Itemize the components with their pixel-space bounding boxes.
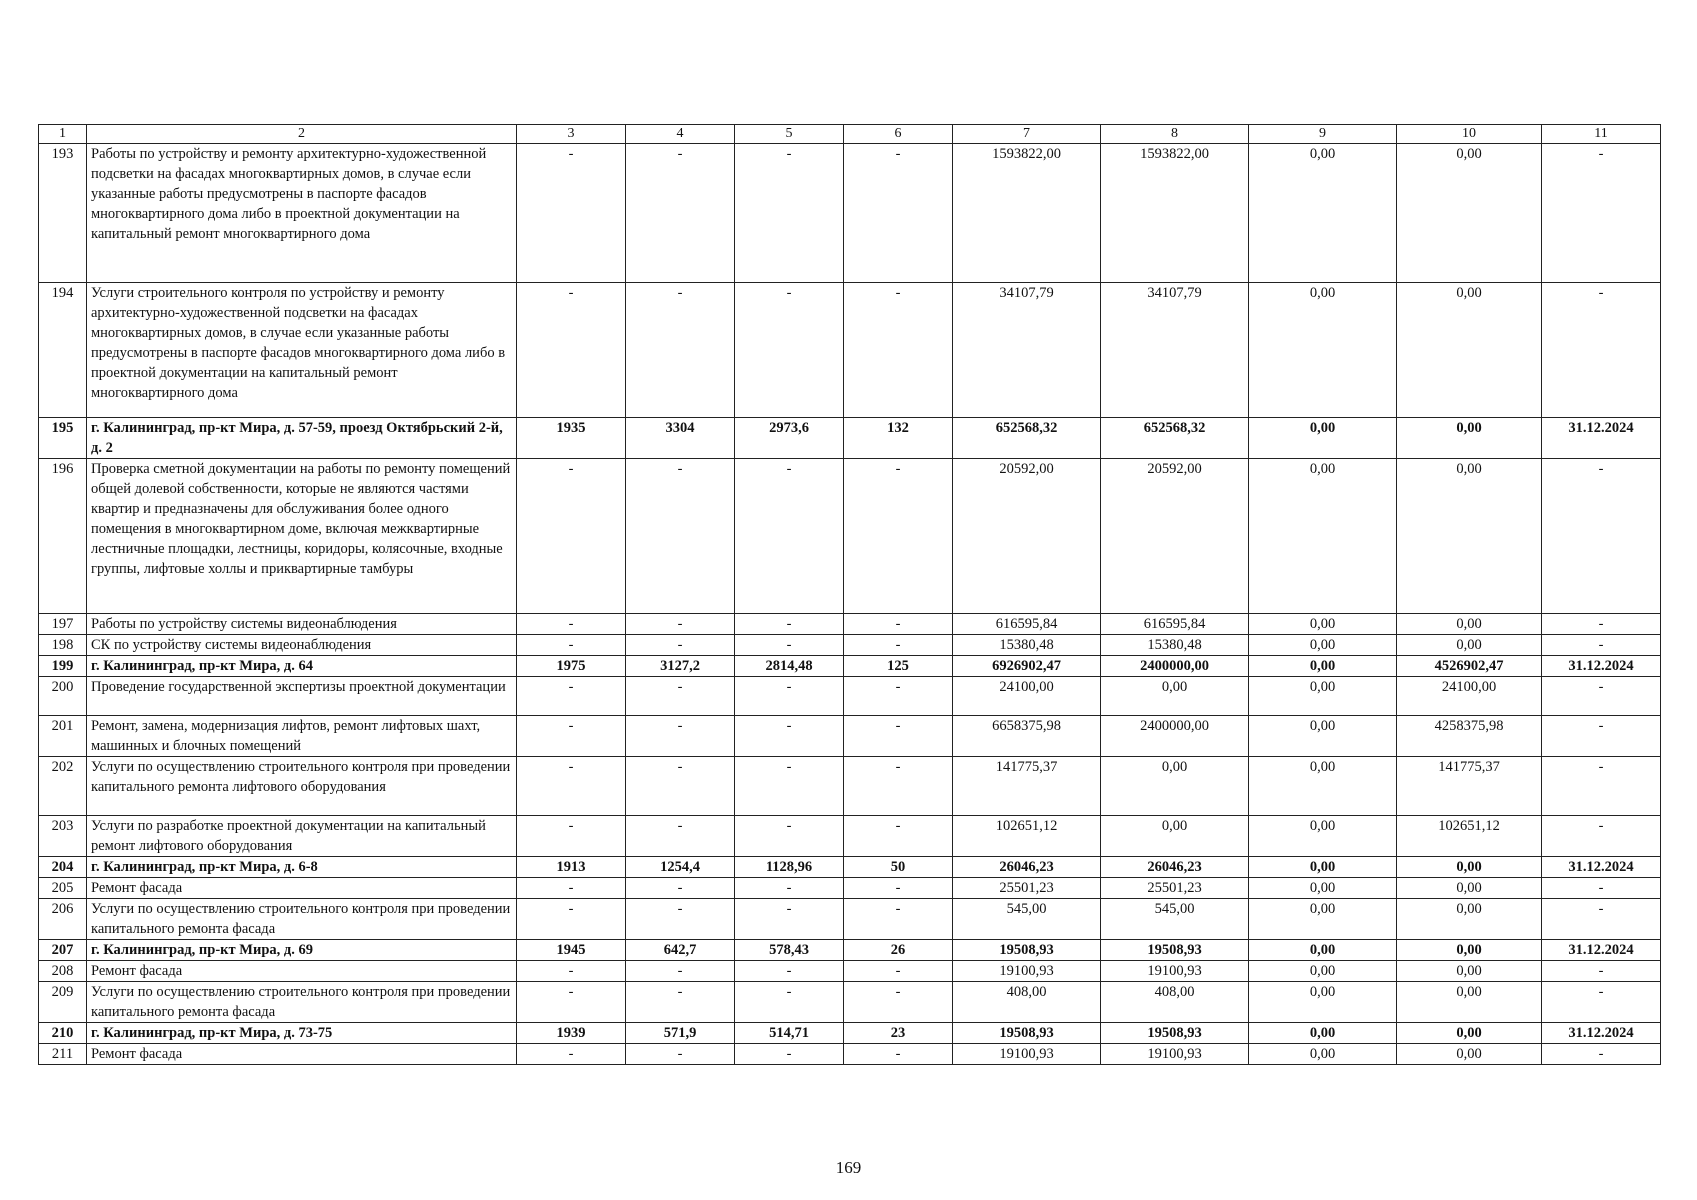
work-row (39, 878, 1661, 899)
work-row (39, 757, 1661, 816)
work-row (39, 961, 1661, 982)
fund-cost-cell: 0,00 (1101, 816, 1249, 857)
item-name: Услуги по осуществлению строительного контроля при проведении капитального ремонта фасада (87, 982, 517, 1023)
residents-cell: 26 (844, 940, 953, 961)
deadline-cell: 31.12.2024 (1542, 1023, 1661, 1044)
deadline-cell: - (1542, 757, 1661, 816)
item-name: г. Калининград, пр-кт Мира, д. 64 (87, 656, 517, 677)
deadline-cell: - (1542, 144, 1661, 283)
budget-cost-cell: 0,00 (1249, 144, 1397, 283)
fund-cost-cell: 408,00 (1101, 982, 1249, 1023)
budget-cost-cell: 0,00 (1249, 283, 1397, 418)
residents-cell: - (844, 283, 953, 418)
deadline-cell: - (1542, 816, 1661, 857)
item-name: Услуги по разработке проектной документации на капитальный ремонт лифтового оборудования (87, 816, 517, 857)
total-cost-cell: 408,00 (953, 982, 1101, 1023)
build-year-cell: 1935 (517, 418, 626, 459)
deadline-cell: 31.12.2024 (1542, 940, 1661, 961)
build-year-cell: - (517, 961, 626, 982)
row-number: 210 (39, 1023, 87, 1044)
total-cost-cell: 545,00 (953, 899, 1101, 940)
row-number: 200 (39, 677, 87, 716)
residents-cell: - (844, 614, 953, 635)
total-area-cell: - (626, 982, 735, 1023)
total-area-cell: 3127,2 (626, 656, 735, 677)
item-name: Работы по устройству и ремонту архитектурно-художественной подсветки на фасадах многоквартирных домов, в случае если указанные работы предусмотрены в паспорте фасадов многоквартирного дома либо в проектной документации на капитальный ремонт многоквартирного дома (87, 144, 517, 283)
item-name: Ремонт фасада (87, 961, 517, 982)
build-year-cell: - (517, 635, 626, 656)
budget-cost-cell: 0,00 (1249, 635, 1397, 656)
total-area-cell: - (626, 1044, 735, 1065)
fund-cost-cell: 20592,00 (1101, 459, 1249, 614)
row-number: 208 (39, 961, 87, 982)
total-cost-cell: 141775,37 (953, 757, 1101, 816)
column-header: 9 (1249, 125, 1397, 144)
fund-cost-cell: 0,00 (1101, 677, 1249, 716)
owners-cost-cell: 0,00 (1397, 1044, 1542, 1065)
residents-cell: - (844, 635, 953, 656)
fund-cost-cell: 652568,32 (1101, 418, 1249, 459)
owners-cost-cell: 0,00 (1397, 418, 1542, 459)
total-cost-cell: 6658375,98 (953, 716, 1101, 757)
total-area-cell: - (626, 283, 735, 418)
item-name: Услуги по осуществлению строительного контроля при проведении капитального ремонта фасада (87, 899, 517, 940)
residents-cell: 125 (844, 656, 953, 677)
total-area-cell: - (626, 961, 735, 982)
address-row (39, 857, 1661, 878)
deadline-cell: - (1542, 677, 1661, 716)
living-area-cell: - (735, 716, 844, 757)
total-area-cell: - (626, 144, 735, 283)
row-number: 202 (39, 757, 87, 816)
budget-cost-cell: 0,00 (1249, 857, 1397, 878)
fund-cost-cell: 25501,23 (1101, 878, 1249, 899)
build-year-cell: - (517, 459, 626, 614)
build-year-cell: - (517, 677, 626, 716)
deadline-cell: - (1542, 1044, 1661, 1065)
fund-cost-cell: 19100,93 (1101, 1044, 1249, 1065)
owners-cost-cell: 0,00 (1397, 283, 1542, 418)
total-cost-cell: 26046,23 (953, 857, 1101, 878)
living-area-cell: - (735, 1044, 844, 1065)
owners-cost-cell: 102651,12 (1397, 816, 1542, 857)
living-area-cell: - (735, 899, 844, 940)
column-header: 2 (87, 125, 517, 144)
column-header: 8 (1101, 125, 1249, 144)
item-name: Проверка сметной документации на работы по ремонту помещений общей долевой собственности, которые не являются частями квартир и предназначены для обслуживания более одного помещения в многоквартирном доме, включая межквартирные лестничные площадки, лестницы, коридоры, колясочные, входные группы, лифтовые холлы и приквартирные тамбуры (87, 459, 517, 614)
total-area-cell: - (626, 816, 735, 857)
deadline-cell: - (1542, 982, 1661, 1023)
work-row (39, 635, 1661, 656)
living-area-cell: - (735, 283, 844, 418)
deadline-cell: 31.12.2024 (1542, 857, 1661, 878)
deadline-cell: - (1542, 716, 1661, 757)
owners-cost-cell: 0,00 (1397, 940, 1542, 961)
fund-cost-cell: 2400000,00 (1101, 716, 1249, 757)
total-area-cell: - (626, 677, 735, 716)
fund-cost-cell: 2400000,00 (1101, 656, 1249, 677)
table-body (39, 144, 1661, 1065)
owners-cost-cell: 4258375,98 (1397, 716, 1542, 757)
residents-cell: - (844, 961, 953, 982)
residents-cell: - (844, 982, 953, 1023)
address-row (39, 940, 1661, 961)
row-number: 195 (39, 418, 87, 459)
owners-cost-cell: 0,00 (1397, 144, 1542, 283)
total-cost-cell: 24100,00 (953, 677, 1101, 716)
total-cost-cell: 19100,93 (953, 1044, 1101, 1065)
deadline-cell: - (1542, 614, 1661, 635)
total-area-cell: - (626, 614, 735, 635)
living-area-cell: - (735, 982, 844, 1023)
work-row (39, 816, 1661, 857)
item-name: Услуги строительного контроля по устройству и ремонту архитектурно-художественной подсветки на фасадах многоквартирных домов, в случае если указанные работы предусмотрены в паспорте фасадов многоквартирного дома либо в проектной документации на капитальный ремонт многоквартирного дома (87, 283, 517, 418)
column-header: 6 (844, 125, 953, 144)
living-area-cell: - (735, 635, 844, 656)
total-area-cell: - (626, 878, 735, 899)
row-number: 209 (39, 982, 87, 1023)
item-name: Работы по устройству системы видеонаблюдения (87, 614, 517, 635)
build-year-cell: - (517, 1044, 626, 1065)
total-cost-cell: 20592,00 (953, 459, 1101, 614)
residents-cell: - (844, 816, 953, 857)
deadline-cell: - (1542, 459, 1661, 614)
total-cost-cell: 616595,84 (953, 614, 1101, 635)
residents-cell: 132 (844, 418, 953, 459)
item-name: Ремонт фасада (87, 1044, 517, 1065)
build-year-cell: - (517, 757, 626, 816)
fund-cost-cell: 34107,79 (1101, 283, 1249, 418)
fund-cost-cell: 19508,93 (1101, 940, 1249, 961)
column-header: 4 (626, 125, 735, 144)
residents-cell: 23 (844, 1023, 953, 1044)
work-row (39, 899, 1661, 940)
build-year-cell: - (517, 816, 626, 857)
fund-cost-cell: 19100,93 (1101, 961, 1249, 982)
living-area-cell: - (735, 757, 844, 816)
build-year-cell: - (517, 878, 626, 899)
build-year-cell: - (517, 899, 626, 940)
fund-cost-cell: 15380,48 (1101, 635, 1249, 656)
owners-cost-cell: 0,00 (1397, 982, 1542, 1023)
column-header: 3 (517, 125, 626, 144)
total-area-cell: 642,7 (626, 940, 735, 961)
deadline-cell: - (1542, 635, 1661, 656)
fund-cost-cell: 1593822,00 (1101, 144, 1249, 283)
column-header: 5 (735, 125, 844, 144)
document-sheet (38, 124, 1660, 1065)
owners-cost-cell: 24100,00 (1397, 677, 1542, 716)
address-row (39, 656, 1661, 677)
owners-cost-cell: 0,00 (1397, 614, 1542, 635)
item-name: Ремонт, замена, модернизация лифтов, ремонт лифтовых шахт, машинных и блочных помещений (87, 716, 517, 757)
living-area-cell: - (735, 878, 844, 899)
column-header: 10 (1397, 125, 1542, 144)
build-year-cell: - (517, 144, 626, 283)
build-year-cell: 1975 (517, 656, 626, 677)
budget-cost-cell: 0,00 (1249, 940, 1397, 961)
fund-cost-cell: 0,00 (1101, 757, 1249, 816)
owners-cost-cell: 4526902,47 (1397, 656, 1542, 677)
living-area-cell: - (735, 459, 844, 614)
item-name: СК по устройству системы видеонаблюдения (87, 635, 517, 656)
total-area-cell: - (626, 899, 735, 940)
row-number: 205 (39, 878, 87, 899)
owners-cost-cell: 0,00 (1397, 1023, 1542, 1044)
residents-cell: - (844, 459, 953, 614)
living-area-cell: - (735, 961, 844, 982)
residents-cell: - (844, 757, 953, 816)
work-row (39, 459, 1661, 614)
build-year-cell: - (517, 283, 626, 418)
total-area-cell: - (626, 757, 735, 816)
fund-cost-cell: 19508,93 (1101, 1023, 1249, 1044)
fund-cost-cell: 26046,23 (1101, 857, 1249, 878)
deadline-cell: 31.12.2024 (1542, 656, 1661, 677)
residents-cell: - (844, 899, 953, 940)
fund-cost-cell: 545,00 (1101, 899, 1249, 940)
build-year-cell: 1939 (517, 1023, 626, 1044)
item-name: Проведение государственной экспертизы проектной документации (87, 677, 517, 716)
total-cost-cell: 19508,93 (953, 940, 1101, 961)
budget-cost-cell: 0,00 (1249, 459, 1397, 614)
living-area-cell: 514,71 (735, 1023, 844, 1044)
build-year-cell: 1945 (517, 940, 626, 961)
column-header: 1 (39, 125, 87, 144)
row-number: 199 (39, 656, 87, 677)
residents-cell: - (844, 716, 953, 757)
deadline-cell: - (1542, 878, 1661, 899)
living-area-cell: 1128,96 (735, 857, 844, 878)
total-cost-cell: 25501,23 (953, 878, 1101, 899)
residents-cell: 50 (844, 857, 953, 878)
row-number: 198 (39, 635, 87, 656)
owners-cost-cell: 0,00 (1397, 635, 1542, 656)
work-row (39, 1044, 1661, 1065)
living-area-cell: - (735, 816, 844, 857)
fund-cost-cell: 616595,84 (1101, 614, 1249, 635)
residents-cell: - (844, 144, 953, 283)
budget-cost-cell: 0,00 (1249, 418, 1397, 459)
item-name: г. Калининград, пр-кт Мира, д. 57-59, проезд Октябрьский 2-й, д. 2 (87, 418, 517, 459)
work-row (39, 716, 1661, 757)
living-area-cell: - (735, 677, 844, 716)
total-area-cell: - (626, 635, 735, 656)
total-area-cell: 1254,4 (626, 857, 735, 878)
work-row (39, 982, 1661, 1023)
budget-cost-cell: 0,00 (1249, 961, 1397, 982)
total-cost-cell: 1593822,00 (953, 144, 1101, 283)
total-cost-cell: 19100,93 (953, 961, 1101, 982)
build-year-cell: - (517, 614, 626, 635)
item-name: г. Калининград, пр-кт Мира, д. 73-75 (87, 1023, 517, 1044)
address-row (39, 418, 1661, 459)
living-area-cell: 2814,48 (735, 656, 844, 677)
residents-cell: - (844, 677, 953, 716)
row-number: 203 (39, 816, 87, 857)
budget-cost-cell: 0,00 (1249, 982, 1397, 1023)
residents-cell: - (844, 1044, 953, 1065)
work-row (39, 144, 1661, 283)
item-name: г. Калининград, пр-кт Мира, д. 6-8 (87, 857, 517, 878)
deadline-cell: - (1542, 283, 1661, 418)
budget-cost-cell: 0,00 (1249, 899, 1397, 940)
work-row (39, 614, 1661, 635)
total-cost-cell: 102651,12 (953, 816, 1101, 857)
column-header: 7 (953, 125, 1101, 144)
budget-cost-cell: 0,00 (1249, 716, 1397, 757)
total-cost-cell: 652568,32 (953, 418, 1101, 459)
deadline-cell: - (1542, 899, 1661, 940)
row-number: 207 (39, 940, 87, 961)
row-number: 206 (39, 899, 87, 940)
deadline-cell: 31.12.2024 (1542, 418, 1661, 459)
total-cost-cell: 19508,93 (953, 1023, 1101, 1044)
row-number: 211 (39, 1044, 87, 1065)
work-row (39, 283, 1661, 418)
work-row (39, 677, 1661, 716)
address-row (39, 1023, 1661, 1044)
total-area-cell: 571,9 (626, 1023, 735, 1044)
row-number: 197 (39, 614, 87, 635)
budget-cost-cell: 0,00 (1249, 677, 1397, 716)
owners-cost-cell: 0,00 (1397, 961, 1542, 982)
total-area-cell: - (626, 459, 735, 614)
total-cost-cell: 6926902,47 (953, 656, 1101, 677)
budget-cost-cell: 0,00 (1249, 878, 1397, 899)
page-number: 169 (835, 1158, 862, 1177)
column-number-row (39, 125, 1661, 144)
item-name: г. Калининград, пр-кт Мира, д. 69 (87, 940, 517, 961)
column-header: 11 (1542, 125, 1661, 144)
owners-cost-cell: 0,00 (1397, 899, 1542, 940)
row-number: 201 (39, 716, 87, 757)
budget-cost-cell: 0,00 (1249, 614, 1397, 635)
build-year-cell: - (517, 982, 626, 1023)
living-area-cell: 578,43 (735, 940, 844, 961)
deadline-cell: - (1542, 961, 1661, 982)
living-area-cell: 2973,6 (735, 418, 844, 459)
budget-cost-cell: 0,00 (1249, 816, 1397, 857)
living-area-cell: - (735, 614, 844, 635)
total-cost-cell: 15380,48 (953, 635, 1101, 656)
row-number: 194 (39, 283, 87, 418)
capital-repair-table (38, 124, 1661, 1065)
total-cost-cell: 34107,79 (953, 283, 1101, 418)
budget-cost-cell: 0,00 (1249, 1023, 1397, 1044)
row-number: 193 (39, 144, 87, 283)
build-year-cell: - (517, 716, 626, 757)
total-area-cell: - (626, 716, 735, 757)
item-name: Ремонт фасада (87, 878, 517, 899)
budget-cost-cell: 0,00 (1249, 757, 1397, 816)
row-number: 196 (39, 459, 87, 614)
owners-cost-cell: 0,00 (1397, 857, 1542, 878)
residents-cell: - (844, 878, 953, 899)
budget-cost-cell: 0,00 (1249, 1044, 1397, 1065)
build-year-cell: 1913 (517, 857, 626, 878)
row-number: 204 (39, 857, 87, 878)
owners-cost-cell: 0,00 (1397, 459, 1542, 614)
total-area-cell: 3304 (626, 418, 735, 459)
owners-cost-cell: 0,00 (1397, 878, 1542, 899)
item-name: Услуги по осуществлению строительного контроля при проведении капитального ремонта лифтового оборудования (87, 757, 517, 816)
budget-cost-cell: 0,00 (1249, 656, 1397, 677)
owners-cost-cell: 141775,37 (1397, 757, 1542, 816)
living-area-cell: - (735, 144, 844, 283)
